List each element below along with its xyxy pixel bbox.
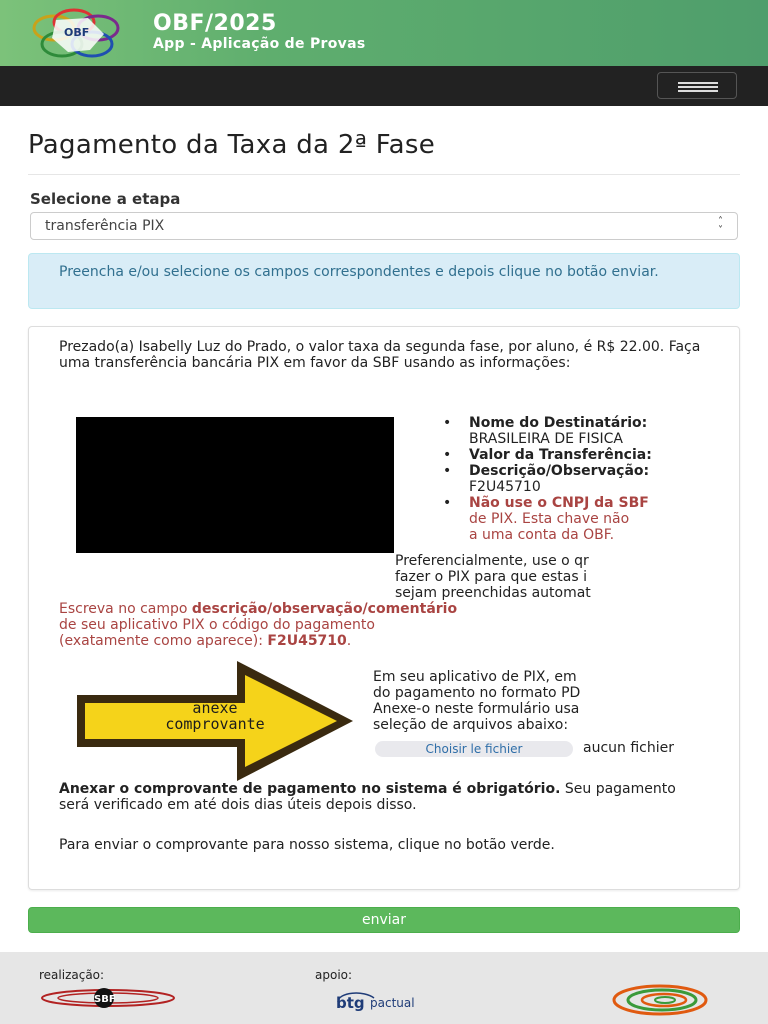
footer-apoio-label: apoio:: [315, 968, 353, 982]
svg-text:SBF: SBF: [94, 994, 116, 1005]
submit-button[interactable]: enviar: [28, 907, 740, 933]
menu-toggle-button[interactable]: [657, 72, 737, 99]
bullet-icon: •: [443, 447, 452, 463]
bullet-icon: •: [443, 495, 452, 511]
divider: [28, 174, 740, 175]
step-select[interactable]: [30, 212, 738, 240]
info-alert-text: Preencha e/ou selecione os campos correspondentes e depois clique no botão enviar.: [59, 264, 659, 280]
step-select-label: Selecione a etapa: [30, 190, 181, 208]
list-item: • Valor da Transferência:: [443, 447, 652, 463]
file-status: aucun fichier: [583, 740, 674, 756]
obf-logo[interactable]: [16, 6, 140, 60]
submit-instructions: Para enviar o comprovante para nosso sistema, clique no botão verde.: [59, 837, 555, 853]
svg-text:OBF: OBF: [64, 26, 90, 39]
payment-code: F2U45710: [267, 633, 347, 649]
partner-spiral-logo[interactable]: [610, 983, 710, 1017]
footer-realizacao-label: realização:: [39, 968, 105, 982]
bullet-icon: •: [443, 415, 452, 431]
pix-details-list: • Nome do Destinatário: BRASILEIRA DE FISICA • Valor da Transferência: • Descrição/Observação: F2U45710 • Não use o CNPJ da SBF de PIX. Esta chave não a uma conta da OBF.: [437, 415, 712, 543]
bullet-icon: •: [443, 463, 452, 479]
payment-intro: Prezado(a) Isabelly Luz do Prado, o valor taxa da segunda fase, por aluno, é R$ 22.00. Faça uma transferência bancária PIX em favor da SBF usando as informações:: [59, 339, 701, 371]
payment-panel: [28, 326, 740, 890]
app-header: [0, 0, 768, 66]
attach-instructions: Em seu aplicativo de PIX, em do pagamento no formato PD Anexe-o neste formulário usa seleção de arquivos abaixo:: [373, 669, 581, 733]
pix-qr-code: [76, 417, 394, 553]
footer: [0, 952, 768, 1024]
hamburger-icon: [678, 82, 718, 84]
info-alert: [28, 253, 740, 309]
svg-text:btg: btg: [336, 994, 365, 1012]
app-title: OBF/2025: [153, 11, 277, 36]
page-title: Pagamento da Taxa da 2ª Fase: [28, 130, 436, 160]
list-item-value: BRASILEIRA DE FISICA: [469, 431, 623, 447]
mandatory-notice: Anexar o comprovante de pagamento no sistema é obrigatório. Seu pagamento será verificado em até dois dias úteis depois disso.: [59, 781, 676, 813]
list-item: • Descrição/Observação:: [443, 463, 650, 479]
choose-file-button[interactable]: Choisir le fichier: [375, 741, 573, 757]
list-item-value: F2U45710: [469, 479, 541, 495]
qr-preference-text: Preferencialmente, use o qr fazer o PIX para que estas i sejam preenchidas automat: [395, 553, 591, 601]
attach-receipt-arrow: anexe comprovante: [75, 659, 355, 783]
app-subtitle: App - Aplicação de Provas: [153, 36, 366, 52]
navbar: [0, 66, 768, 106]
select-chevrons-icon: ˄ ˅: [718, 216, 723, 236]
payment-code-instructions: Escreva no campo descrição/observação/comentário de seu aplicativo PIX o código do pagamento (exatamente como aparece): F2U45710.: [59, 601, 458, 649]
list-item-warning: • Não use o CNPJ da SBF: [443, 495, 649, 511]
list-item: • Nome do Destinatário:: [443, 415, 648, 431]
btg-pactual-logo[interactable]: [334, 988, 474, 1014]
sbf-logo[interactable]: [38, 986, 178, 1010]
step-select-value: transferência PIX: [45, 218, 165, 234]
svg-text:pactual: pactual: [370, 996, 415, 1010]
